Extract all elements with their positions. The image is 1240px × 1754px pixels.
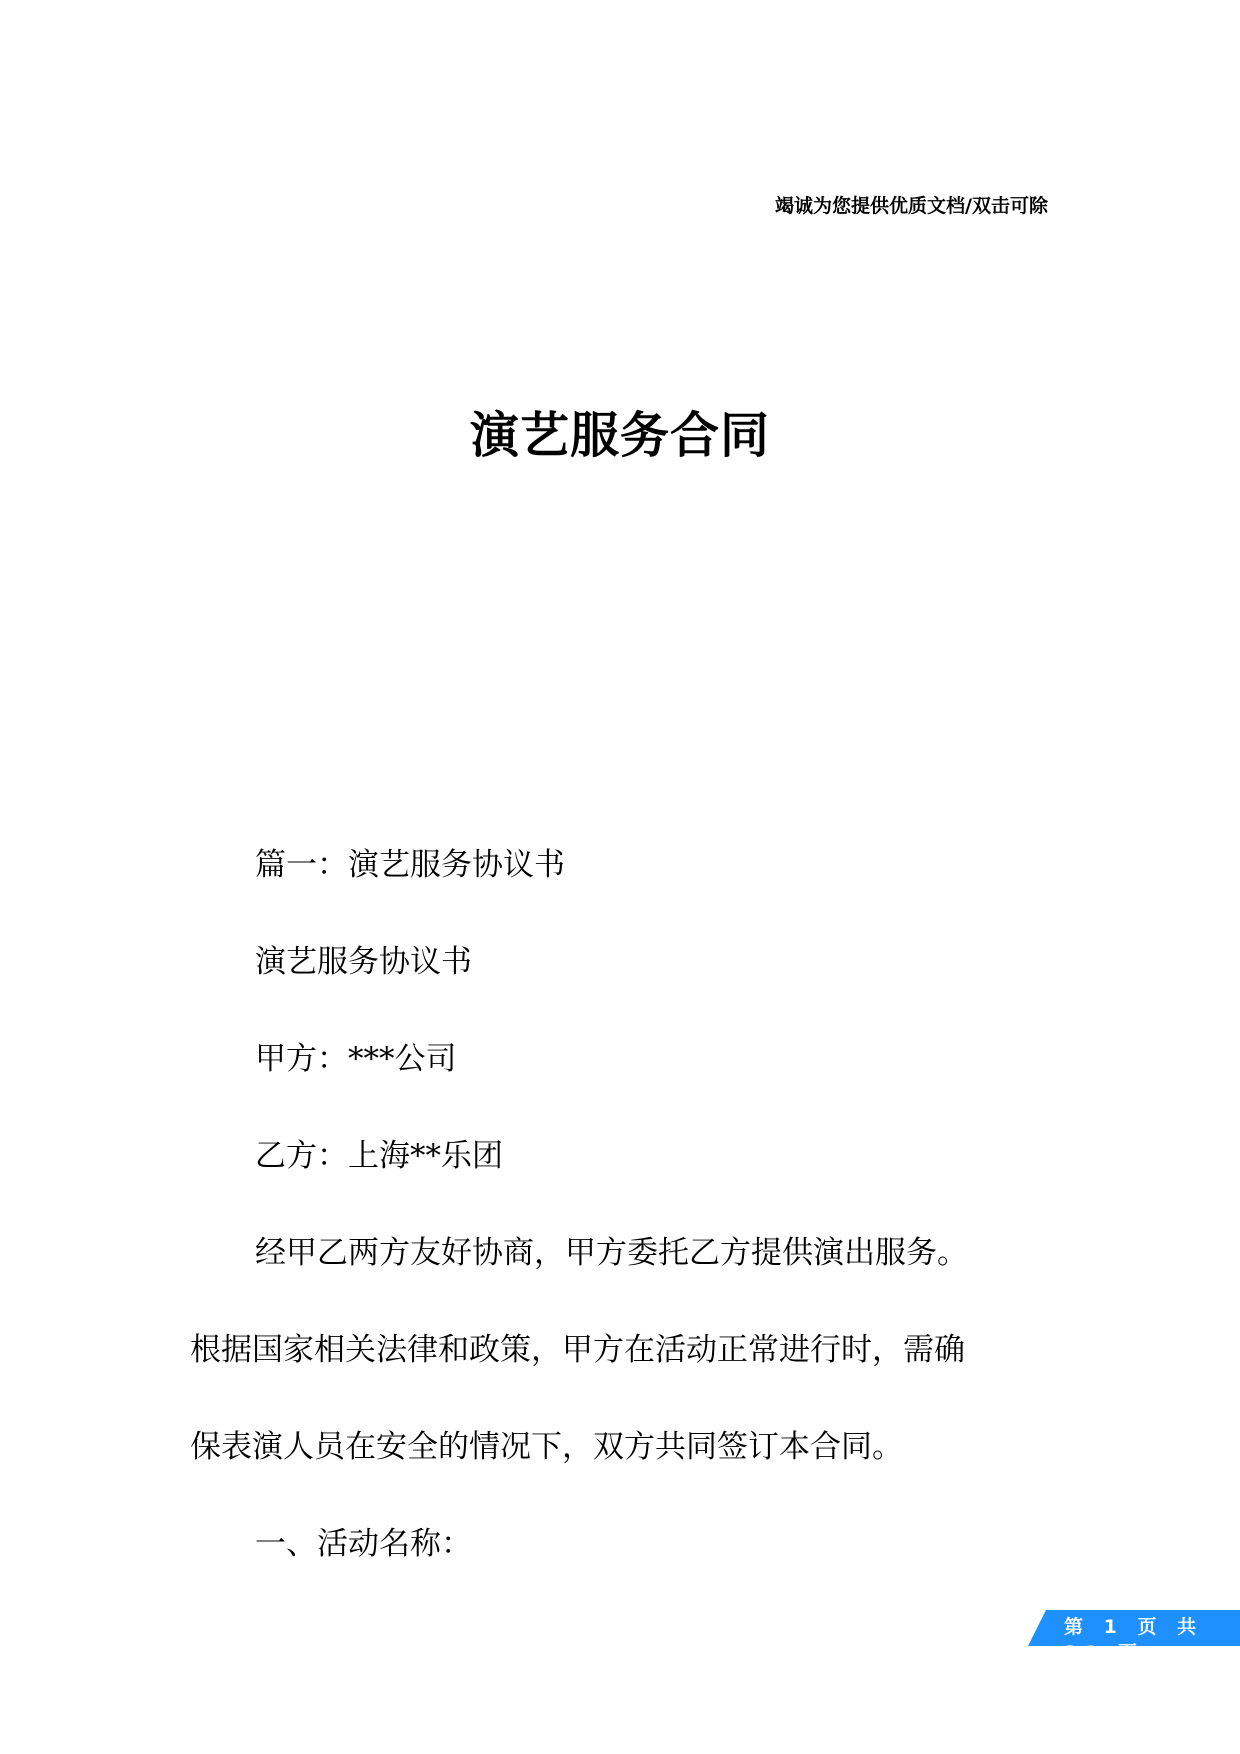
- page-number-overflow: 21 页: [1064, 1642, 1145, 1664]
- body-paragraph-line: 经甲乙两方友好协商，甲方委托乙方提供演出服务。: [255, 1235, 968, 1271]
- page-number-badge: [1028, 1610, 1240, 1664]
- document-title: 演艺服务合同: [469, 407, 770, 464]
- header-note: 竭诚为您提供优质文档/双击可除: [775, 195, 1048, 217]
- party-a-line: 甲方：***公司: [255, 1041, 457, 1077]
- party-b-line: 乙方：上海**乐团: [255, 1138, 503, 1174]
- agreement-title: 演艺服务协议书: [255, 944, 472, 980]
- body-paragraph-line: 根据国家相关法律和政策，甲方在活动正常进行时，需确: [190, 1332, 965, 1368]
- page-number-label: 第 1 页 共: [1064, 1616, 1204, 1638]
- activity-name-heading: 一、活动名称：: [255, 1526, 472, 1562]
- section-heading: 篇一：演艺服务协议书: [255, 847, 565, 883]
- body-paragraph-line: 保表演人员在安全的情况下，双方共同签订本合同。: [190, 1429, 903, 1465]
